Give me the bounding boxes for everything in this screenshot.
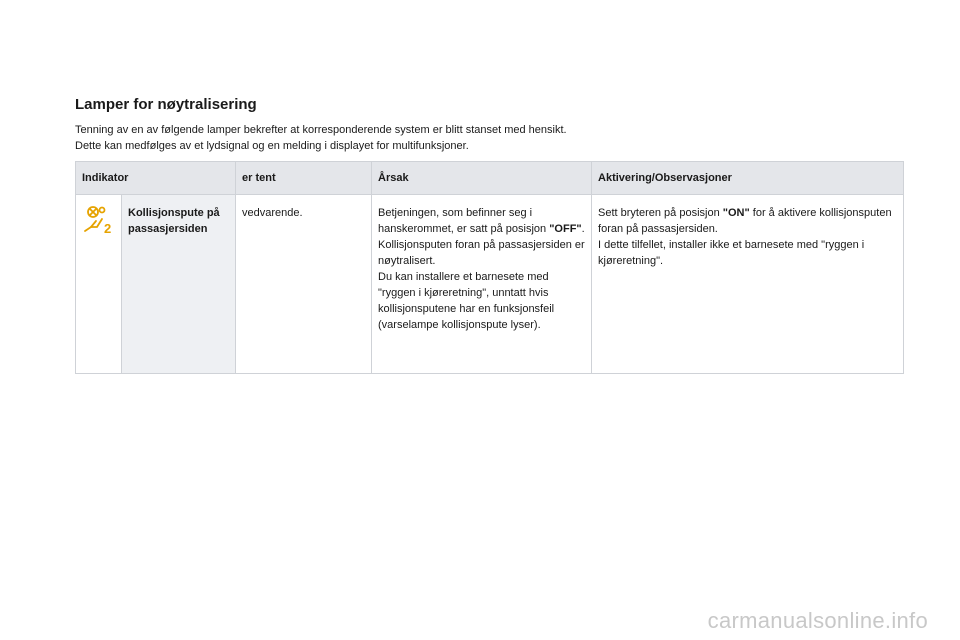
table-header-row [76,162,904,195]
header-aktivering: Aktivering/Observasjoner [592,162,904,195]
header-arsak: Årsak [372,162,592,195]
svg-text:2: 2 [103,221,111,235]
section-title: Lamper for nøytralisering [75,96,257,113]
header-er-tent: er tent [236,162,372,195]
intro-line-2: Dette kan medfølges av et lydsignal og en melding i displayet for multifunksjoner. [75,140,469,152]
cause-text-1-end: . [581,223,585,235]
indicator-table [75,161,904,374]
header-indikator: Indikator [76,162,236,195]
action-cell [592,195,904,374]
action-text-1-start: Sett bryteren på posisjon [598,207,720,219]
cause-text-1: Betjeningen, som befinner seg i hanskerommet, er satt på posisjon [378,207,547,235]
intro-text [75,122,895,154]
indicator-name: Kollisjonspute på passasjersiden [128,207,220,235]
cause-text-3: Du kan installere et barnesete med "ryggen i kjøreretning", unntatt hvis kollisjonsputene har en funksjonsfeil (varselampe kollisjonspute lyser). [378,271,555,331]
airbag-off-icon [82,221,116,238]
indicator-icon-cell [76,195,122,374]
cause-text-2: Kollisjonsputen foran på passasjersiden er nøytralisert. [378,239,585,267]
state-text: vedvarende. [242,207,303,219]
intro-line-1: Tenning av en av følgende lamper bekrefter at korresponderende system er blitt stanset med hensikt. [75,124,567,136]
action-text-1-end: for å aktivere kollisjonsputen foran på passasjersiden. [598,207,892,235]
cause-cell [372,195,592,374]
watermark: carmanualsonline.info [707,608,928,633]
action-text-2: I dette tilfellet, installer ikke et barnesete med "ryggen i kjøreretning". [598,239,865,267]
table-row [76,195,904,374]
state-cell [236,195,372,374]
on-label: "ON" [722,207,750,219]
indicator-name-cell [122,195,236,374]
off-label: "OFF" [549,223,582,235]
